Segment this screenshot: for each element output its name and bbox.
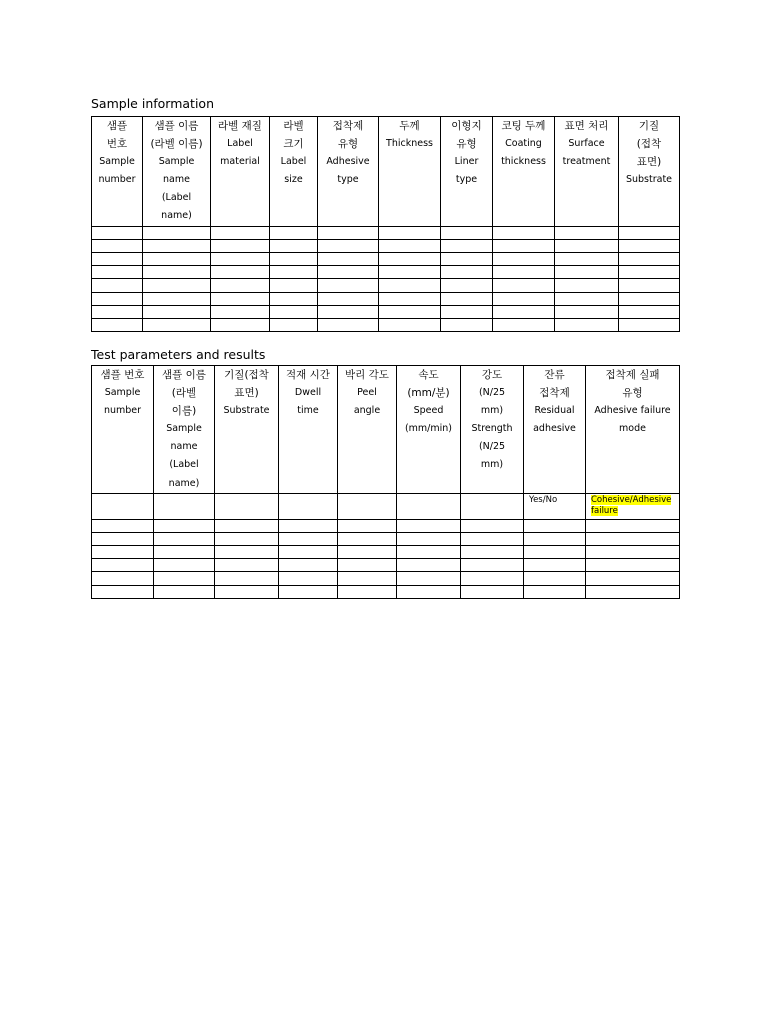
table-cell [154,532,215,545]
table-cell [555,305,619,318]
table-row [92,519,680,532]
column-header-line: 이름) [171,405,197,418]
column-header-line: 샘플 번호 [100,369,145,381]
column-header-line: Sample [99,156,135,168]
column-header-line: Label [280,156,307,168]
column-header-line: Adhesive [326,156,370,168]
table-cell [338,519,397,532]
column-header-line: Thickness [386,138,433,150]
column-header [461,366,524,494]
table-cell [555,318,619,331]
table-cell [318,252,379,265]
column-header-line: (mm/min) [404,423,453,435]
column-header-line: Strength [471,423,513,435]
table-cell [318,292,379,305]
table-cell [143,292,211,305]
column-header-line: 유형 [456,138,477,151]
column-header-line: 유형 [337,138,359,151]
column-header [270,117,318,227]
table-cell [92,519,154,532]
table-cell [586,585,680,598]
table-cell [215,572,279,585]
column-header-line: 유형 [622,387,643,400]
column-header-line: 샘플 이름 [154,120,199,132]
sample-information-title: Sample information [91,96,214,111]
table-cell [92,559,154,572]
table-cell [270,226,318,239]
table-cell [215,559,279,572]
table-cell [211,252,270,265]
table-cell [461,559,524,572]
table-cell [397,585,461,598]
table-cell [524,519,586,532]
column-header [586,366,680,494]
column-header [441,117,493,227]
table-cell [619,292,680,305]
table-cell [270,292,318,305]
test-parameters-header-row [92,366,680,494]
column-header-line: 두께 [399,120,420,132]
table-cell [215,532,279,545]
table-cell [555,226,619,239]
table-cell [397,493,461,519]
column-header-line: name) [161,210,192,222]
column-header-line: 표면 처리 [564,120,609,132]
table-row [92,546,680,559]
column-header-line: type [337,174,359,186]
table-cell [493,226,555,239]
table-cell [143,252,211,265]
column-header-line: mm) [480,405,504,417]
table-cell [586,572,680,585]
column-header [379,117,441,227]
table-cell [215,519,279,532]
table-row [92,532,680,545]
column-header-line: Sample [104,387,141,399]
table-cell [279,585,338,598]
column-header-line: treatment [562,156,611,168]
column-header-line: Sample [166,423,202,435]
table-cell [211,318,270,331]
column-header-line: 기질(접착 [224,369,269,381]
table-cell [143,318,211,331]
table-cell [586,532,680,545]
table-cell [338,532,397,545]
table-cell [493,239,555,252]
table-cell [92,572,154,585]
table-cell [279,572,338,585]
table-cell [619,318,680,331]
table-cell [143,279,211,292]
column-header-line: 라벨 재질 [218,120,262,132]
table-cell [338,546,397,559]
column-header [211,117,270,227]
table-cell [524,532,586,545]
table-cell [154,559,215,572]
table-cell [318,318,379,331]
table-row [92,226,680,239]
table-cell [441,292,493,305]
table-cell [92,279,143,292]
column-header-line: 샘플 [106,120,128,132]
table-cell [619,226,680,239]
table-cell [92,546,154,559]
table-cell [619,279,680,292]
table-cell [555,279,619,292]
table-cell [143,266,211,279]
column-header-line: 적재 시간 [286,369,330,381]
table-cell [397,546,461,559]
table-cell [619,305,680,318]
column-header-line: 샘플 이름 [162,369,206,381]
table-cell [397,559,461,572]
column-header-line: (N/25 [478,387,506,399]
column-header-line: 잔류 [544,369,565,381]
failure-mode-cell [586,493,680,519]
failure-mode-value-line2: failure [591,505,618,516]
table-cell [524,559,586,572]
column-header-line: (Label [161,192,192,204]
table-cell [493,292,555,305]
table-cell [397,532,461,545]
sample-information-table [91,116,680,332]
residual-adhesive-cell [524,493,586,519]
table-cell [397,519,461,532]
column-header-line: Adhesive failure [594,405,671,417]
table-cell [318,279,379,292]
column-header-line: Substrate [625,174,673,186]
table-cell [619,266,680,279]
table-cell [154,572,215,585]
column-header-line: Dwell [294,387,322,399]
table-cell [211,239,270,252]
table-cell [270,318,318,331]
table-cell [493,279,555,292]
column-header [397,366,461,494]
table-cell [441,266,493,279]
table-cell [318,239,379,252]
table-cell [555,266,619,279]
table-cell [92,266,143,279]
column-header-line: number [103,405,142,417]
column-header-line: (접착 [636,138,662,151]
column-header-line: 라벨 [283,120,304,132]
column-header [279,366,338,494]
table-cell [493,305,555,318]
table-cell [279,493,338,519]
table-cell [154,493,215,519]
table-cell [338,559,397,572]
table-cell [461,546,524,559]
table-cell [92,252,143,265]
column-header-line: Residual [534,405,575,417]
column-header [215,366,279,494]
column-header-line: type [455,174,478,186]
table-cell [215,493,279,519]
column-header-line: number [98,174,136,186]
table-cell [338,585,397,598]
table-cell [92,532,154,545]
table-cell [441,226,493,239]
table-row [92,559,680,572]
column-header-line: (라벨 이름) [150,138,203,151]
table-cell [379,226,441,239]
table-cell [270,305,318,318]
table-cell [379,318,441,331]
table-cell [318,266,379,279]
failure-mode-value-line1: Cohesive/Adhesive [591,494,672,505]
table-cell [92,305,143,318]
column-header-line: thickness [501,156,546,168]
table-cell [154,585,215,598]
table-cell [461,519,524,532]
test-parameters-table [91,365,680,599]
column-header-line: Sample [158,156,195,168]
table-cell [586,546,680,559]
table-cell [215,585,279,598]
column-header-line: (Label [169,459,199,471]
table-cell [211,279,270,292]
table-cell [493,266,555,279]
column-header [555,117,619,227]
table-cell [441,318,493,331]
residual-adhesive-value: Yes/No [529,494,558,505]
column-header-line: adhesive [533,423,576,435]
table-cell [379,292,441,305]
column-header-line: material [220,156,260,168]
table-row [92,266,680,279]
column-header-line: 표면) [234,387,259,400]
table-cell [270,279,318,292]
table-cell [379,266,441,279]
column-header-line: Speed [413,405,444,417]
table-cell [318,226,379,239]
column-header-line: mode [619,423,646,435]
table-cell [461,572,524,585]
table-cell [211,266,270,279]
table-cell [555,252,619,265]
table-cell [379,305,441,318]
table-cell [92,585,154,598]
column-header-line: 접착제 [332,120,364,132]
column-header-line: 기질 [638,120,660,132]
table-row [92,279,680,292]
column-header-line: 접착제 [539,387,570,400]
table-cell [211,226,270,239]
column-header-line: (N/25 [478,441,506,453]
table-cell [92,493,154,519]
column-header-line: time [297,405,319,417]
column-header-line: 강도 [481,369,503,381]
column-header [154,366,215,494]
table-row [92,292,680,305]
column-header-line: name) [168,477,200,489]
column-header-line: 속도 [418,369,439,381]
table-cell [338,572,397,585]
table-cell [379,239,441,252]
table-row [92,318,680,331]
table-cell [524,585,586,598]
table-cell [215,546,279,559]
table-cell [279,532,338,545]
column-header-line: mm) [480,459,504,471]
table-cell [211,292,270,305]
table-cell [586,559,680,572]
table-cell [441,279,493,292]
table-row [92,252,680,265]
column-header-line: 표면) [636,156,662,169]
table-cell [92,318,143,331]
table-row [92,493,680,519]
table-cell [92,226,143,239]
column-header [493,117,555,227]
column-header-line: Label [227,138,253,150]
sample-information-header-row [92,117,680,227]
table-cell [397,572,461,585]
table-cell [270,252,318,265]
column-header-line: 번호 [106,138,128,151]
column-header-line: name [163,174,190,186]
column-header-line: size [284,174,303,186]
table-row [92,585,680,598]
table-cell [619,239,680,252]
table-cell [143,226,211,239]
table-cell [441,239,493,252]
table-cell [211,305,270,318]
table-cell [461,585,524,598]
table-cell [279,519,338,532]
column-header [338,366,397,494]
table-cell [270,266,318,279]
column-header-line: (mm/분) [407,387,450,400]
table-cell [493,252,555,265]
table-cell [92,292,143,305]
table-cell [493,318,555,331]
table-cell [279,559,338,572]
table-cell [270,239,318,252]
column-header [318,117,379,227]
column-header-line: Substrate [223,405,270,417]
table-cell [524,546,586,559]
column-header [524,366,586,494]
column-header-line: (라벨 [171,387,197,400]
table-cell [318,305,379,318]
table-cell [586,519,680,532]
column-header [143,117,211,227]
column-header [92,366,154,494]
column-header-line: 접착제 실패 [605,369,660,381]
column-header-line: Coating [505,138,542,150]
column-header-line: angle [353,405,381,417]
table-cell [555,239,619,252]
table-cell [619,252,680,265]
table-cell [441,252,493,265]
column-header-line: name [170,441,198,453]
column-header-line: 박리 각도 [345,369,389,381]
table-row [92,239,680,252]
column-header-line: Peel [357,387,377,399]
column-header-line: 크기 [283,138,304,151]
table-cell [555,292,619,305]
table-cell [461,493,524,519]
table-cell [154,519,215,532]
table-cell [143,239,211,252]
column-header-line: 코팅 두께 [501,120,546,132]
table-cell [461,532,524,545]
column-header-line: 이형지 [451,120,482,132]
table-cell [143,305,211,318]
table-cell [154,546,215,559]
table-cell [379,279,441,292]
table-cell [92,239,143,252]
table-cell [338,493,397,519]
test-parameters-title: Test parameters and results [91,347,266,362]
column-header-line: Liner [454,156,479,168]
table-cell [379,252,441,265]
table-row [92,305,680,318]
table-row [92,572,680,585]
column-header-line: Surface [568,138,605,150]
column-header [92,117,143,227]
column-header [619,117,680,227]
table-cell [524,572,586,585]
table-cell [441,305,493,318]
table-cell [279,546,338,559]
